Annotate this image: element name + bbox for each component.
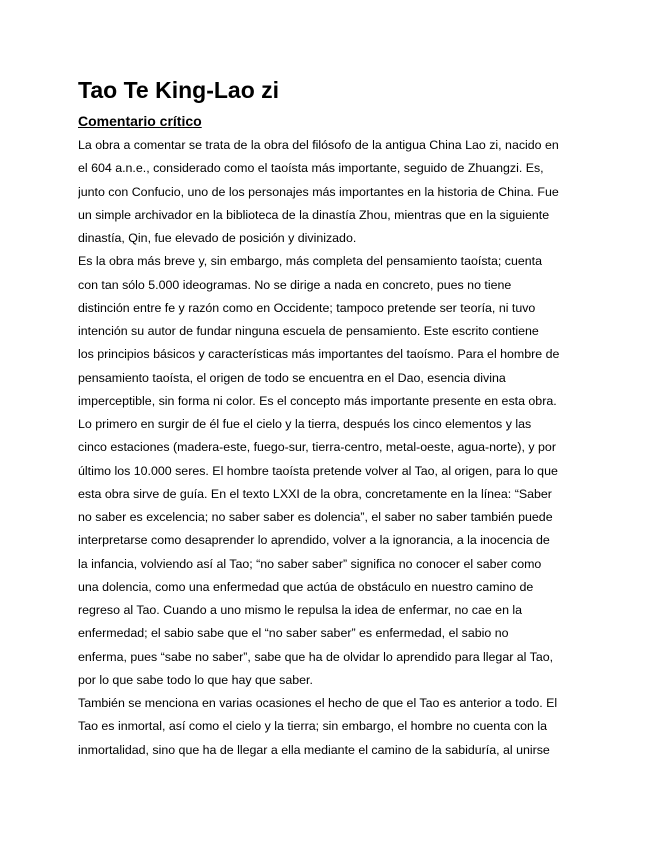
text-line: junto con Confucio, uno de los personajes más importantes en la historia de China. Fue [78, 184, 559, 199]
text-line: una dolencia, como una enfermedad que actúa de obstáculo en nuestro camino de [78, 579, 534, 594]
text-line: pensamiento taoísta, el origen de todo se encuentra en el Dao, esencia divina [78, 370, 506, 385]
section-heading: Comentario crítico [78, 113, 202, 129]
document-title: Tao Te King-Lao zi [78, 77, 280, 103]
text-line: Tao es inmortal, así como el cielo y la tierra; sin embargo, el hombre no cuenta con la [78, 719, 548, 734]
text-line: enfermedad; el sabio sabe que el “no saber saber” es enfermedad, el sabio no [78, 626, 509, 641]
text-line: los principios básicos y características más importantes del taoísmo. Para el hombre de [78, 347, 560, 362]
text-line: un simple archivador en la biblioteca de la dinastía Zhou, mientras que en la siguiente [78, 207, 550, 222]
text-line: imperceptible, sin forma ni color. Es el concepto más importante presente en esta obra. [78, 393, 557, 408]
body-text [78, 134, 588, 762]
text-line: enferma, pues “sabe no saber”, sabe que ha de olvidar lo aprendido para llegar al Tao, [78, 649, 554, 664]
text-line: interpretarse como desaprender lo aprendido, volver a la ignorancia, a la inocencia de [78, 533, 550, 548]
text-line: Lo primero en surgir de él fue el cielo y la tierra, después los cinco elementos y las [78, 417, 532, 431]
text-line: regreso al Tao. Cuando a uno mismo le repulsa la idea de enfermar, no cae en la [78, 603, 523, 617]
text-line: distinción entre fe y razón como en Occidente; tampoco pretende ser teoría, ni tuvo [78, 300, 536, 315]
text-line: la infancia, volviendo así al Tao; “no saber saber” significa no conocer el saber como [78, 556, 542, 571]
text-line: con tan sólo 5.000 ideogramas. No se dirige a nada en concreto, pues no tiene [78, 277, 512, 292]
text-line: intención su autor de fundar ninguna escuela de pensamiento. Este escrito contiene [78, 324, 539, 338]
text-line: dinastía, Qin, fue elevado de posición y divinizado. [78, 231, 357, 245]
text-line: por lo que sabe todo lo que hay que saber. [78, 672, 313, 687]
text-line: esta obra sirve de guía. En el texto LXXI de la obra, concretamente en la línea: “Saber [78, 486, 552, 501]
text-line: no saber es excelencia; no saber saber es dolencia”, el saber no saber también puede [78, 510, 553, 524]
text-line: el 604 a.n.e., considerado como el taoísta más importante, seguido de Zhuangzi. Es, [78, 161, 544, 176]
text-line: La obra a comentar se trata de la obra del filósofo de la antigua China Lao zi, nacido en [78, 138, 559, 152]
text-line: inmortalidad, sino que ha de llegar a ella mediante el camino de la sabiduría, al unirse [78, 742, 550, 757]
text-line: último los 10.000 seres. El hombre taoísta pretende volver al Tao, al origen, para lo que [78, 463, 558, 478]
text-line: Es la obra más breve y, sin embargo, más completa del pensamiento taoísta; cuenta [78, 254, 542, 269]
text-line: cinco estaciones (madera-este, fuego-sur, tierra-centro, metal-oeste, agua-norte), y por [78, 440, 556, 455]
text-line: También se menciona en varias ocasiones el hecho de que el Tao es anterior a todo. El [78, 696, 558, 710]
